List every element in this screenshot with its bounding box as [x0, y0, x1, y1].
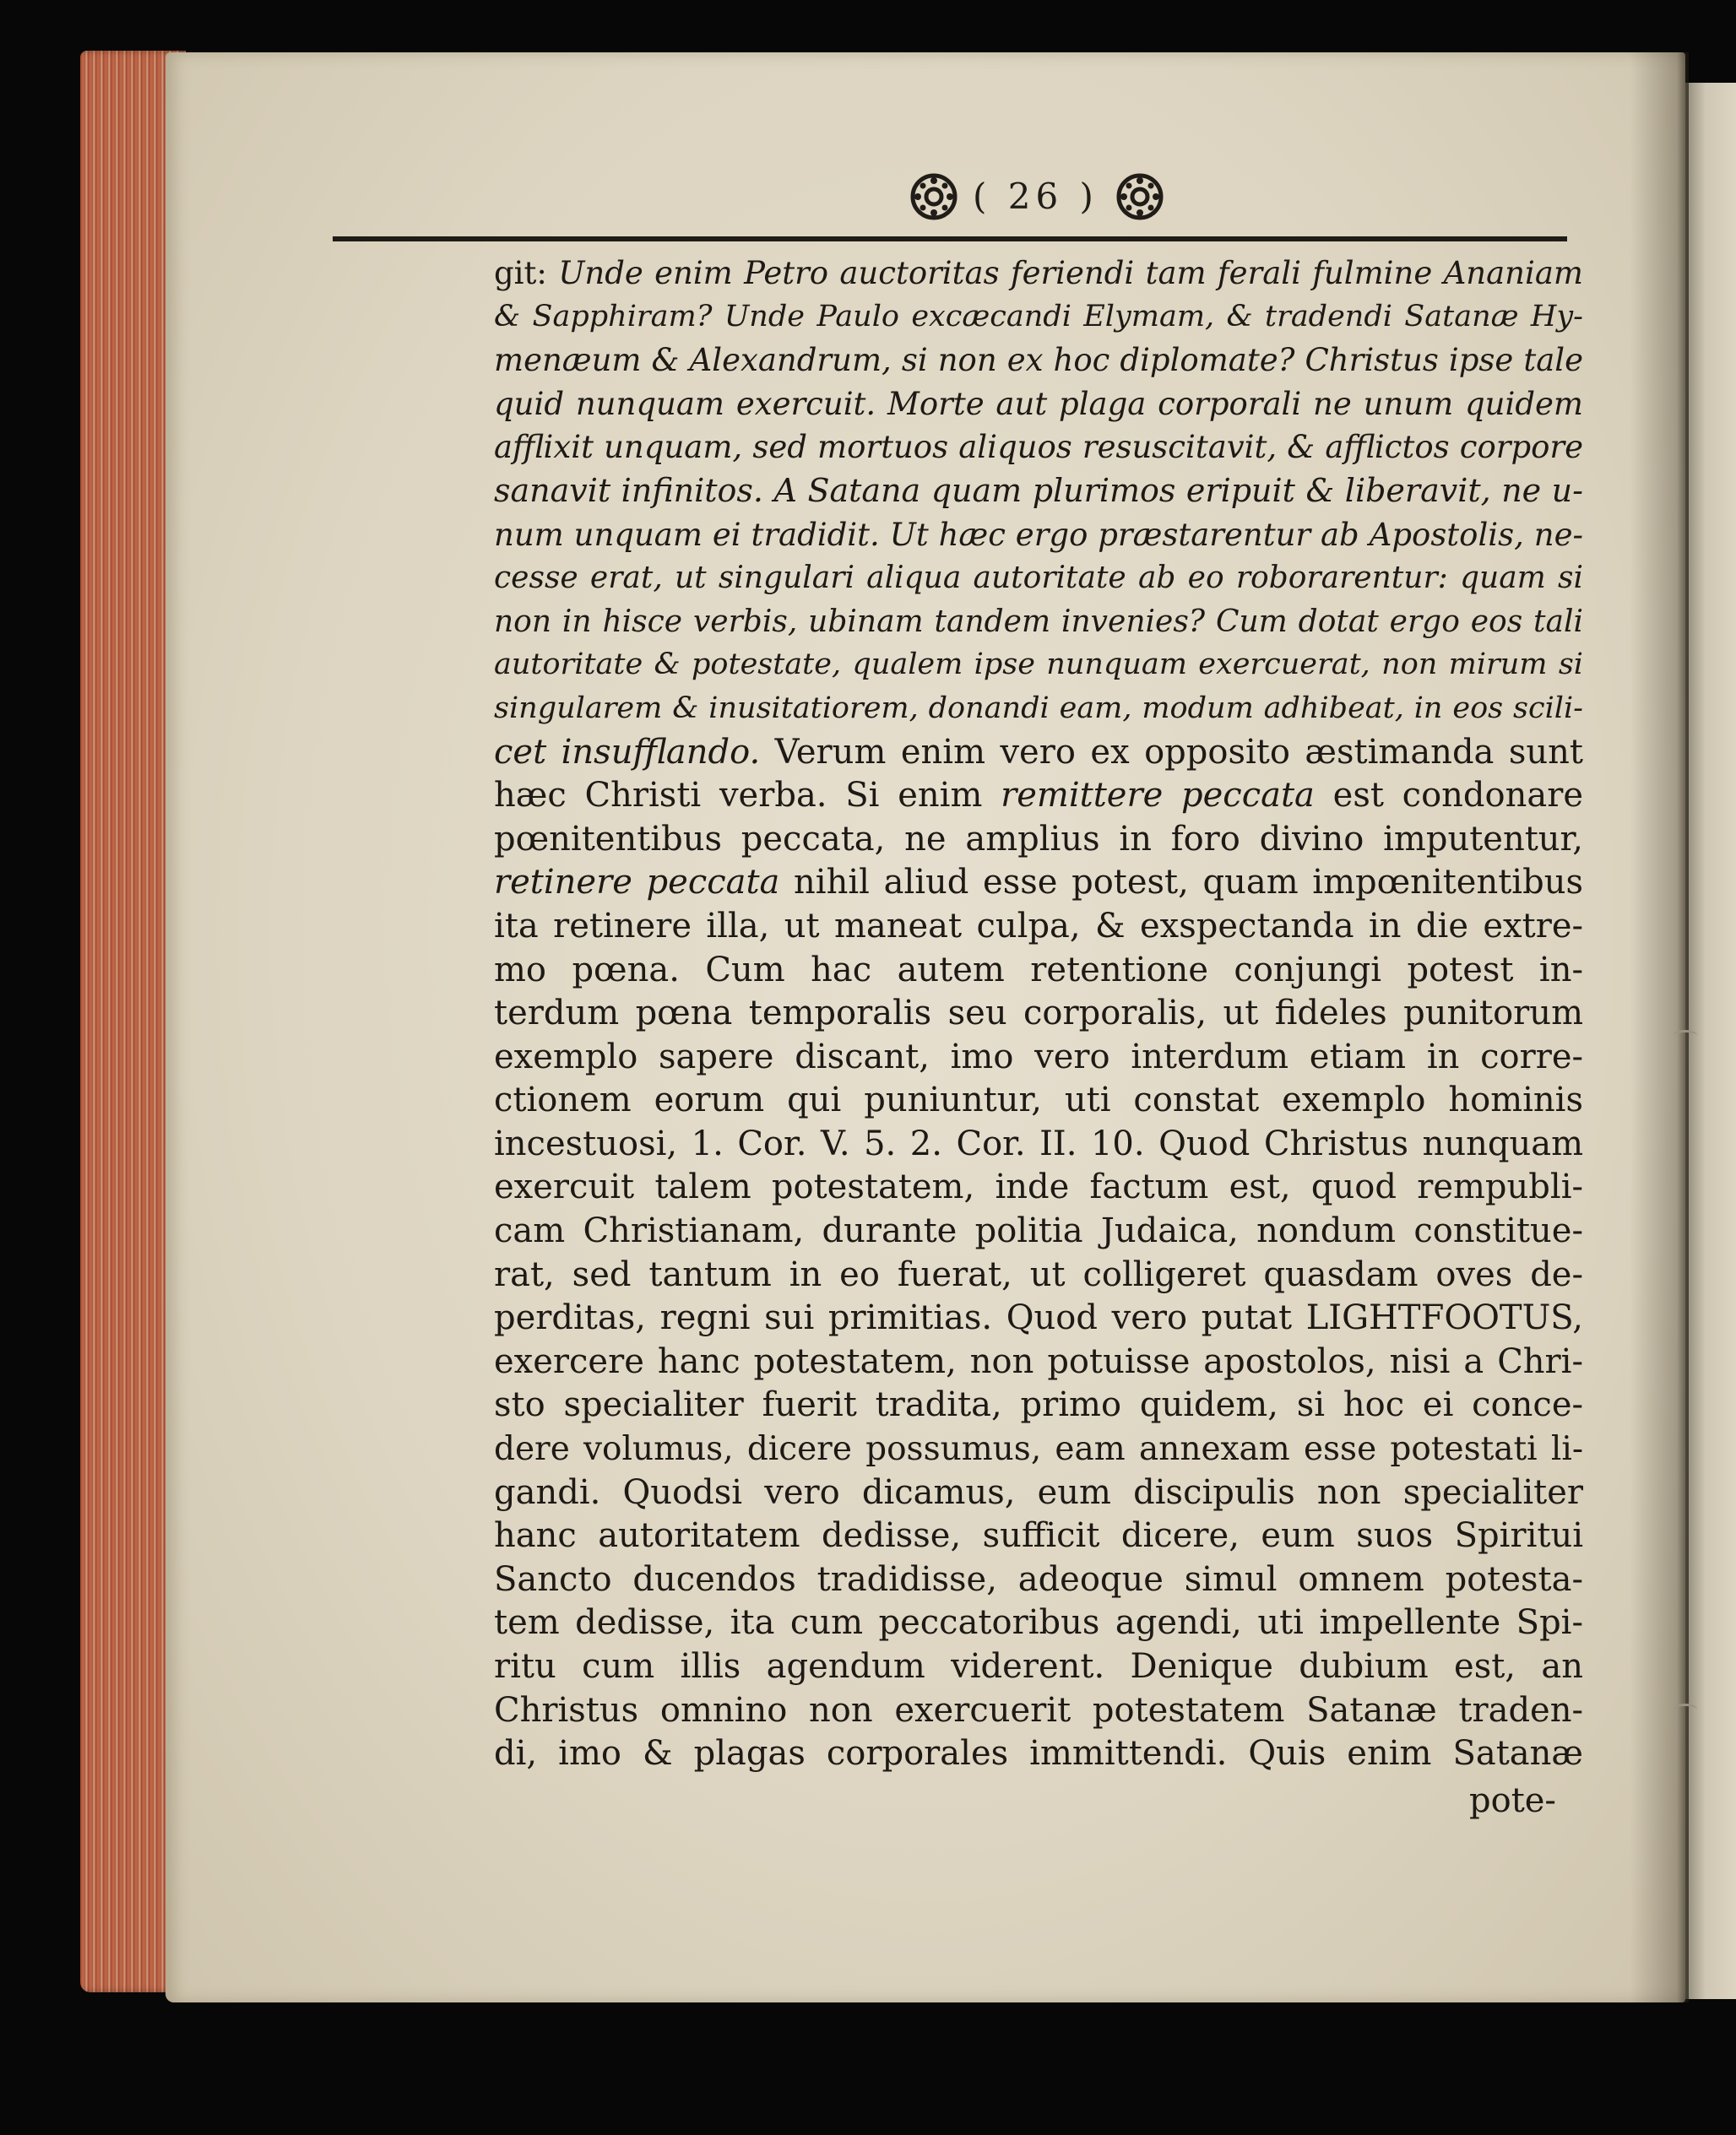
- text-line: [494, 1428, 1583, 1471]
- roman-text-span: incestuosi, 1. Cor. V. 5. 2. Cor. II. 10. Quod Christus nunquam: [494, 1124, 1583, 1163]
- roman-text-span: ita retinere illa, ut maneat culpa, & exspectanda in die extre-: [494, 906, 1583, 946]
- text-line: [494, 1471, 1583, 1515]
- roman-text-span: tem dedisse, ita cum peccatoribus agendi, uti impellente Spi-: [494, 1603, 1583, 1643]
- text-line: [494, 382, 1583, 426]
- roman-text-span: git:: [494, 255, 559, 291]
- roman-text-span: Verum enim vero ex opposito æstimanda sunt: [760, 732, 1583, 772]
- roman-text-span: pœnitentibus peccata, ne amplius in foro divino imputentur,: [494, 819, 1583, 859]
- text-line: [494, 1123, 1583, 1167]
- text-line: [494, 774, 1583, 818]
- rosette-ornament-left: [910, 173, 958, 220]
- roman-text-span: hæc Christi verba. Si enim: [494, 776, 1001, 816]
- text-line: [494, 1732, 1583, 1776]
- italic-text-span: cesse erat, ut singulari aliqua autoritate ab eo roborarentur: quam si: [494, 561, 1583, 596]
- roman-text-span: mo pœna. Cum hac autem retentione conjungi potest in-: [494, 950, 1583, 989]
- text-line: [494, 1254, 1583, 1298]
- roman-text-span: perditas, regni sui primitias. Quod vero putat LIGHTFOOTUS,: [494, 1298, 1583, 1338]
- italic-text-span: autoritate & potestate, qualem ipse nunquam exercuerat, non mirum si: [494, 648, 1583, 682]
- roman-text-span: est condonare: [1314, 776, 1584, 816]
- italic-text-span: Unde enim Petro auctoritas feriendi tam ferali fulmine Ananiam: [558, 255, 1583, 291]
- italic-text-span: num unquam ei tradidit. Ut hæc ergo præstarentur ab Apostolis, ne-: [494, 516, 1583, 553]
- text-line: [494, 1297, 1583, 1341]
- text-line: [494, 1210, 1583, 1254]
- roman-text-span: sto specialiter fuerit tradita, primo quidem, si hoc ei conce-: [494, 1385, 1583, 1425]
- text-line: [494, 1601, 1583, 1645]
- text-line: [494, 513, 1583, 557]
- text-line: [494, 1384, 1583, 1428]
- text-line: [494, 600, 1583, 644]
- text-line: [494, 1645, 1583, 1689]
- roman-text-span: hanc autoritatem dedisse, sufficit dicere, eum suos Spiritui: [494, 1516, 1583, 1556]
- text-line: [494, 1036, 1583, 1080]
- roman-text-span: terdum pœna temporalis seu corporalis, ut fideles punitorum: [494, 994, 1583, 1033]
- binding-thread: [1674, 1030, 1697, 1041]
- text-line: [494, 1515, 1583, 1558]
- text-line: [494, 469, 1583, 513]
- roman-text-span: dere volumus, dicere possumus, eam annexam esse potestati li-: [494, 1430, 1583, 1469]
- roman-text-span: ritu cum illis agendum viderent. Denique dubium est, an: [494, 1647, 1583, 1686]
- italic-text-span: & Sapphiram? Unde Paulo excæcandi Elymam, & tradendi Satanæ Hy-: [494, 299, 1583, 333]
- italic-text-span: quid nunquam exercuit. Morte aut plaga corporali ne unum quidem: [494, 385, 1583, 422]
- text-line: [494, 687, 1583, 731]
- text-line: [494, 731, 1583, 775]
- italic-text-span: remittere peccata: [1001, 776, 1315, 816]
- page-number: ( 26 ): [973, 176, 1099, 217]
- italic-text-span: menæum & Alexandrum, si non ex hoc diplomate? Christus ipse tale: [494, 342, 1583, 379]
- roman-text-span: gandi. Quodsi vero dicamus, eum discipulis non specialiter: [494, 1472, 1583, 1512]
- roman-text-span: exercuit talem potestatem, inde factum est, quod rempubli-: [494, 1168, 1583, 1207]
- rosette-ornament-right: [1116, 173, 1164, 220]
- italic-text-span: cet insufflando.: [494, 732, 761, 772]
- text-line: [494, 1341, 1583, 1384]
- italic-text-span: sanavit infinitos. A Satana quam plurimos eripuit & liberavit, ne u-: [494, 471, 1583, 509]
- roman-text-span: ctionem eorum qui puniuntur, uti constat exemplo hominis: [494, 1081, 1583, 1120]
- roman-text-span: rat, sed tantum in eo fuerat, ut colligeret quasdam oves de-: [494, 1254, 1583, 1294]
- roman-text-span: cam Christianam, durante politia Judaica, nondum constitue-: [494, 1211, 1583, 1251]
- catchword: pote-: [1469, 1781, 1556, 1820]
- text-line: [494, 1558, 1583, 1602]
- roman-text-span: nihil aliud esse potest, quam impœnitentibus: [779, 863, 1583, 902]
- binding-thread: [1674, 1704, 1697, 1715]
- text-line: [494, 1689, 1583, 1733]
- text-line: [494, 643, 1583, 687]
- italic-text-span: non in hisce verbis, ubinam tandem invenies? Cum dotat ergo eos tali: [494, 604, 1583, 639]
- italic-text-span: retinere peccata: [494, 863, 780, 902]
- text-line: [494, 992, 1583, 1036]
- text-line: [494, 339, 1583, 382]
- italic-text-span: afflixit unquam, sed mortuos aliquos resuscitavit, & afflictos corpore: [494, 429, 1583, 466]
- roman-text-span: Sancto ducendos tradidisse, adeoque simul omnem potesta-: [494, 1559, 1583, 1599]
- roman-text-span: di, imo & plagas corporales immittendi. Quis enim Satanæ: [494, 1734, 1583, 1774]
- text-line: [494, 1079, 1583, 1123]
- text-line: [494, 818, 1583, 862]
- text-line: [494, 861, 1583, 905]
- italic-text-span: singularem & inusitatiorem, donandi eam, modum adhibeat, in eos scili-: [494, 691, 1583, 725]
- text-line: [494, 949, 1583, 993]
- header-rule: [333, 236, 1567, 241]
- text-line: [494, 1166, 1583, 1210]
- text-line: [494, 556, 1583, 600]
- text-line: [494, 295, 1583, 339]
- text-line: [494, 252, 1583, 295]
- roman-text-span: Christus omnino non exercuerit potestatem Satanæ traden-: [494, 1690, 1583, 1730]
- roman-text-span: exemplo sapere discant, imo vero interdum etiam in corre-: [494, 1037, 1583, 1076]
- body-text: [494, 252, 1583, 1776]
- roman-text-span: exercere hanc potestatem, non potuisse apostolos, nisi a Chri-: [494, 1341, 1583, 1381]
- text-line: [494, 905, 1583, 949]
- text-line: [494, 425, 1583, 469]
